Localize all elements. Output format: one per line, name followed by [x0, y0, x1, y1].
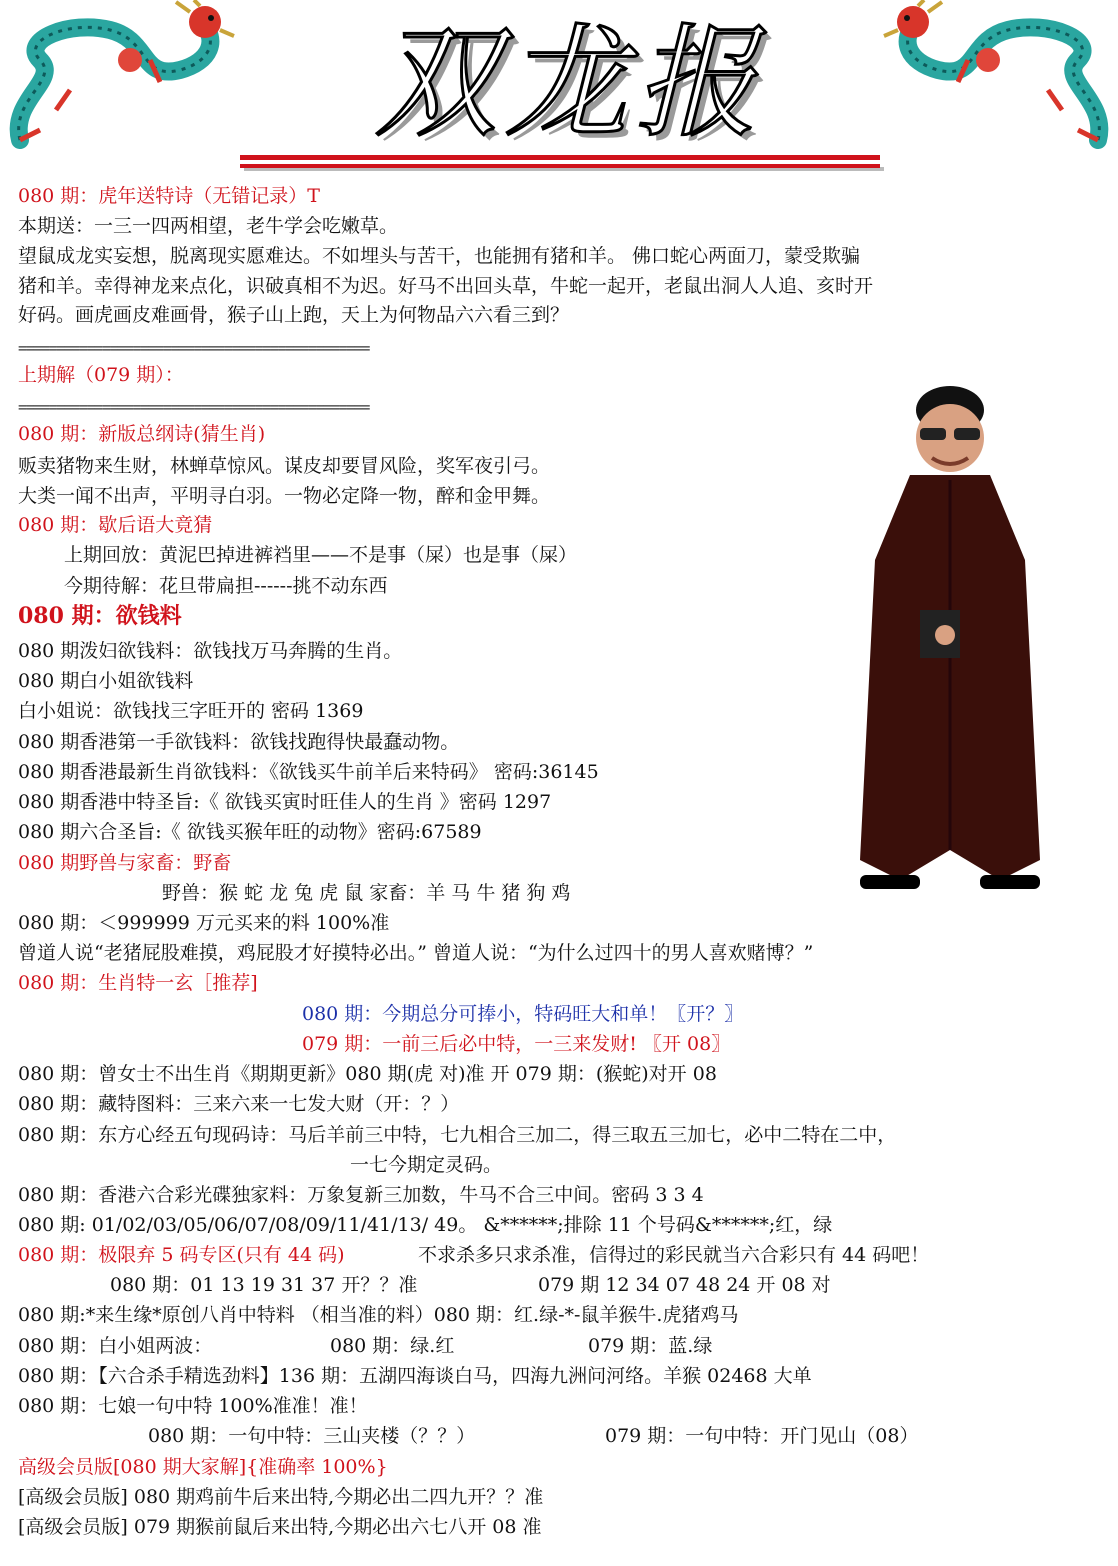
section-heading: 080 期：生肖特一玄［推荐] [18, 972, 258, 994]
text-line: 本期送：一三一四两相望，老牛学会吃嫩草。 [18, 215, 399, 237]
text-line: 080 期：01 13 19 31 37 开？？准 [110, 1274, 418, 1296]
text-line: 080 期：香港六合彩光碟独家料：万象复新三加数，牛马不合三中间。密码 3 3 4 [18, 1184, 704, 1206]
separator: ============================================== [18, 398, 370, 416]
section-heading: 080 期：欲钱料 [18, 603, 182, 629]
text-line: 079 期：蓝.绿 [588, 1335, 713, 1357]
section-heading: 高级会员版[080 期大家解]{准确率 100%} [18, 1456, 388, 1478]
text-line: 080 期香港最新生肖欲钱料：《欲钱买牛前羊后来特码》 密码:36145 [18, 761, 599, 783]
text-line: 080 期：今期总分可捧小，特码旺大和单！〖开？〗 [302, 1003, 744, 1025]
text-line: [高级会员版] 079 期猴前鼠后来出特,今期必出六七八开 08 准 [18, 1516, 542, 1538]
section-heading: 080 期：极限弃 5 码专区(只有 44 码) [18, 1244, 345, 1266]
section-heading: 080 期：新版总纲诗(猜生肖) [18, 423, 266, 445]
text-line: 今期待解：花旦带扁担------挑不动东西 [64, 575, 388, 597]
text-line: 望鼠成龙实妄想，脱离现实愿难达。不如埋头与苦干，也能拥有猪和羊。 佛口蛇心两面刀，蒙受欺骗 [18, 245, 861, 267]
text-line: 080 期:*来生缘*原创八肖中特料 （相当准的料）080 期：红.绿-*-鼠羊猴牛.虎猪鸡马 [18, 1304, 739, 1326]
text-line: 好码。画虎画皮难画骨，猴子山上跑，天上为何物品六六看三到？ [18, 304, 570, 326]
text-line: 一七今期定灵码。 [350, 1154, 503, 1176]
text-line: 080 期：藏特图料：三来六来一七发大财（开：？） [18, 1093, 460, 1115]
section-heading: 上期解（079 期）： [18, 364, 184, 386]
text-line: 猪和羊。幸得神龙来点化，识破真相不为迟。好马不出回头草，牛蛇一起开，老鼠出洞人人追、亥时开 [18, 275, 874, 297]
text-line: 080 期六合圣旨:《 欲钱买猴年旺的动物》密码:67589 [18, 821, 482, 843]
section-heading: 080 期：歇后语大竟猜 [18, 514, 213, 536]
text-line: 大类一闻不出声，平明寻白羽。一物必定降一物，醉和金甲舞。 [18, 485, 551, 507]
text-line: 079 期：一前三后必中特，一三来发财! 〖开 08〗 [302, 1033, 731, 1055]
text-line: 080 期白小姐欲钱料 [18, 670, 194, 692]
title-underline [240, 155, 880, 160]
text-line: 080 期香港第一手欲钱料：欲钱找跑得快最蠢动物。 [18, 731, 460, 753]
text-line: 080 期: 01/02/03/05/06/07/08/09/11/41/13/ 49。 &******;排除 11 个号码&******;红，绿 [18, 1214, 833, 1236]
text-line: 贩卖猪物来生财，林蝉草惊风。谋皮却要冒风险，奖军夜引弓。 [18, 455, 551, 477]
text-line: 080 期：一句中特：三山夹楼（？？） [148, 1425, 476, 1447]
text-line: 080 期：东方心经五句现码诗：马后羊前三中特，七九相合三加二，得三取五三加七，必中二特在二中， [18, 1124, 897, 1146]
text-line: 不求杀多只求杀准，信得过的彩民就当六合彩只有 44 码吧！ [418, 1244, 930, 1266]
masthead-area [0, 0, 1118, 180]
text-line: 野兽：猴 蛇 龙 兔 虎 鼠 家畜：羊 马 牛 猪 狗 鸡 [162, 882, 571, 904]
text-line: 曾道人说“老猪屁股难摸，鸡屁股才好摸特必出。” 曾道人说：“为什么过四十的男人喜欢赌博？” [18, 942, 814, 964]
man-portrait-icon [850, 380, 1050, 900]
text-line: 079 期 12 34 07 48 24 开 08 对 [538, 1274, 831, 1296]
text-line: 080 期：七娘一句中特 100%准准！准！ [18, 1395, 368, 1417]
text-line: 上期回放：黄泥巴掉进裤裆里——不是事（屎）也是事（屎） [64, 544, 578, 566]
dragon-right-icon [878, 0, 1118, 160]
text-line: 080 期：绿.红 [330, 1335, 455, 1357]
text-line: 080 期：曾女士不出生肖《期期更新》080 期(虎 对)准 开 079 期：(猴蛇)对开 08 [18, 1063, 717, 1085]
text-line: [高级会员版] 080 期鸡前牛后来出特,今期必出二四九开？？准 [18, 1486, 544, 1508]
dragon-left-icon [0, 0, 240, 160]
text-line: 080 期：＜999999 万元买来的料 100%准 [18, 912, 390, 934]
text-line: 080 期泼妇欲钱料：欲钱找万马奔腾的生肖。 [18, 640, 403, 662]
section-heading: 080 期：虎年送特诗（无错记录）T [18, 185, 320, 207]
text-line: 080 期香港中特圣旨:《 欲钱买寅时旺佳人的生肖 》密码 1297 [18, 791, 552, 813]
text-line: 080 期：白小姐两波： [18, 1335, 213, 1357]
text-line: 白小姐说：欲钱找三字旺开的 密码 1369 [18, 700, 364, 722]
text-line: 079 期：一句中特：开门见山（08） [605, 1425, 919, 1447]
separator: ============================================== [18, 339, 370, 357]
text-line: 080 期：【六合杀手精选劲料】136 期：五湖四海谈白马，四海九洲问河络。羊猴 02468 大单 [18, 1365, 812, 1387]
newspaper-title: 双龙报 [375, 12, 765, 154]
section-heading: 080 期野兽与家畜：野畜 [18, 852, 232, 874]
title-underline-2 [240, 164, 880, 168]
